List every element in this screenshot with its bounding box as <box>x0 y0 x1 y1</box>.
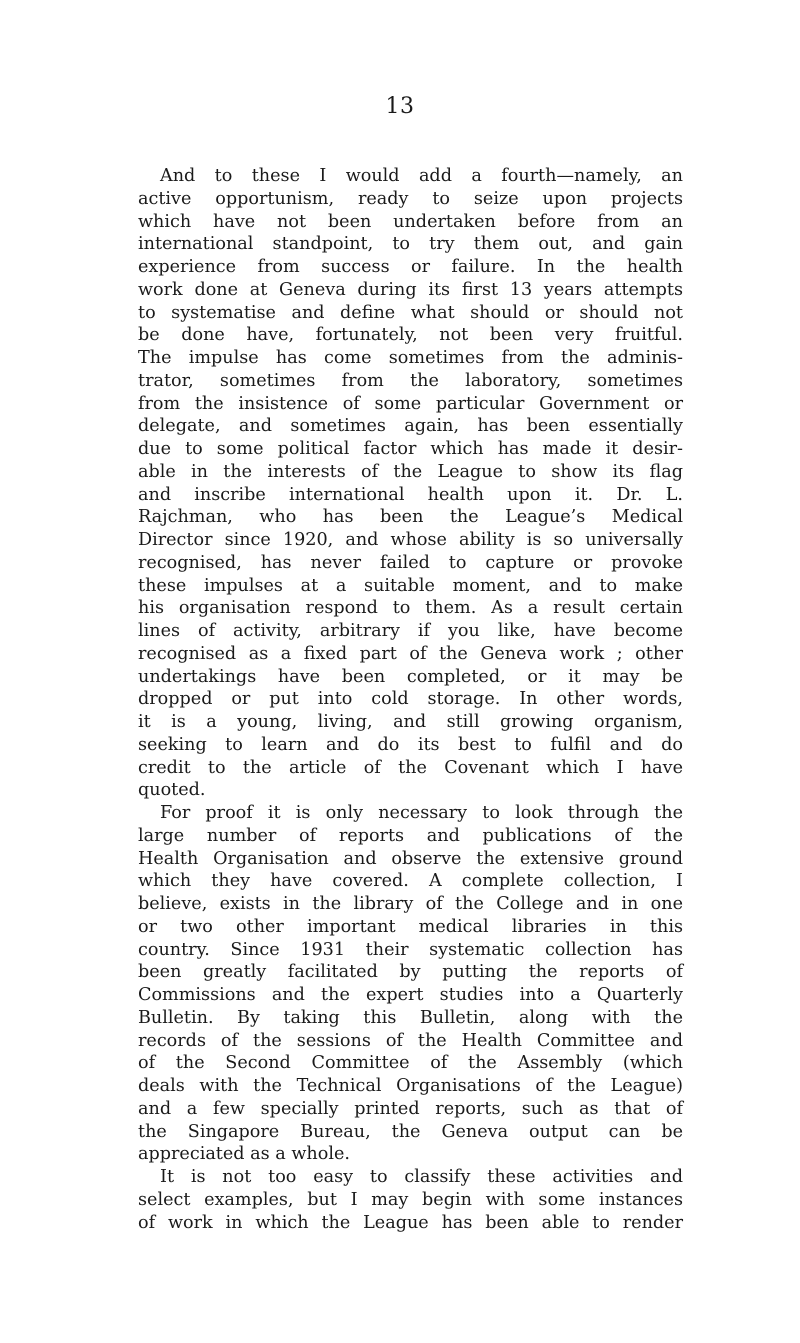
text-line: delegate, and sometimes again, has been essentially <box>138 416 683 437</box>
text-line: large number of reports and publications of the <box>138 825 683 846</box>
text-line: Commissions and the expert studies into a Quarterly <box>138 985 683 1005</box>
text-line: work done at Geneva during its first 13 years attempts <box>138 279 683 300</box>
text-line: appreciated as a whole. <box>138 1144 350 1165</box>
text-line: seeking to learn and do its best to fulfil and do <box>138 734 683 755</box>
text-line: be done have, fortunately, not been very fruitful. <box>138 325 683 346</box>
text-line: of work in which the League has been able to render <box>138 1212 683 1233</box>
text-line: from the insistence of some particular Government or <box>138 393 683 414</box>
text-line: believe, exists in the library of the College and in one <box>138 894 683 914</box>
text-line: due to some political factor which has made it desir- <box>138 439 683 459</box>
text-line: select examples, but I may begin with some instances <box>138 1189 683 1210</box>
text-line: able in the interests of the League to show its flag <box>138 461 683 482</box>
text-line: the Singapore Bureau, the Geneva output can be <box>138 1121 683 1142</box>
text-line: been greatly facilitated by putting the reports of <box>138 962 683 983</box>
text-line: Director since 1920, and whose ability is so universally <box>138 530 683 550</box>
text-line: credit to the article of the Covenant which I have <box>138 757 683 778</box>
text-line: And to these I would add a fourth—namely, an <box>160 166 683 186</box>
page-number: 13 <box>385 94 415 119</box>
text-line: Bulletin. By taking this Bulletin, along with the <box>138 1007 683 1028</box>
text-line: Health Organisation and observe the extensive ground <box>138 848 683 869</box>
text-line: recognised, has never failed to capture or provoke <box>138 552 683 573</box>
text-line: trator, sometimes from the laboratory, sometimes <box>138 370 683 391</box>
text-line: For proof it is only necessary to look through the <box>160 803 683 823</box>
text-line: quoted. <box>138 780 206 801</box>
text-line: records of the sessions of the Health Committee and <box>138 1030 683 1051</box>
text-line: experience from success or failure. In the health <box>138 257 683 277</box>
text-line: dropped or put into cold storage. In other words, <box>138 689 683 710</box>
text-line: which have not been undertaken before from an <box>138 211 683 232</box>
text-line: deals with the Technical Organisations of the League) <box>138 1076 683 1096</box>
text-line: it is a young, living, and still growing organism, <box>138 712 683 732</box>
text-line: recognised as a fixed part of the Geneva work ; other <box>138 643 683 664</box>
text-line: or two other important medical libraries in this <box>138 916 683 937</box>
text-line: of the Second Committee of the Assembly (which <box>138 1053 683 1074</box>
text-line: international standpoint, to try them out, and gain <box>138 234 683 255</box>
text-line: active opportunism, ready to seize upon projects <box>138 188 683 209</box>
text-line: and a few specially printed reports, such as that of <box>138 1098 683 1119</box>
text-line: which they have covered. A complete collection, I <box>138 871 683 892</box>
body-text <box>138 165 683 1234</box>
text-line: country. Since 1931 their systematic collection has <box>138 939 683 960</box>
text-line: his organisation respond to them. As a result certain <box>138 598 683 619</box>
text-line: and inscribe international health upon it. Dr. L. <box>138 484 683 505</box>
text-line: The impulse has come sometimes from the adminis- <box>138 348 683 368</box>
text-line: Rajchman, who has been the League’s Medical <box>138 507 683 528</box>
text-line: It is not too easy to classify these activities and <box>160 1167 683 1187</box>
text-line: lines of activity, arbitrary if you like, have become <box>138 621 683 641</box>
text-line: these impulses at a suitable moment, and to make <box>138 575 683 596</box>
text-line: undertakings have been completed, or it may be <box>138 666 683 687</box>
text-line: to systematise and define what should or should not <box>138 302 683 323</box>
